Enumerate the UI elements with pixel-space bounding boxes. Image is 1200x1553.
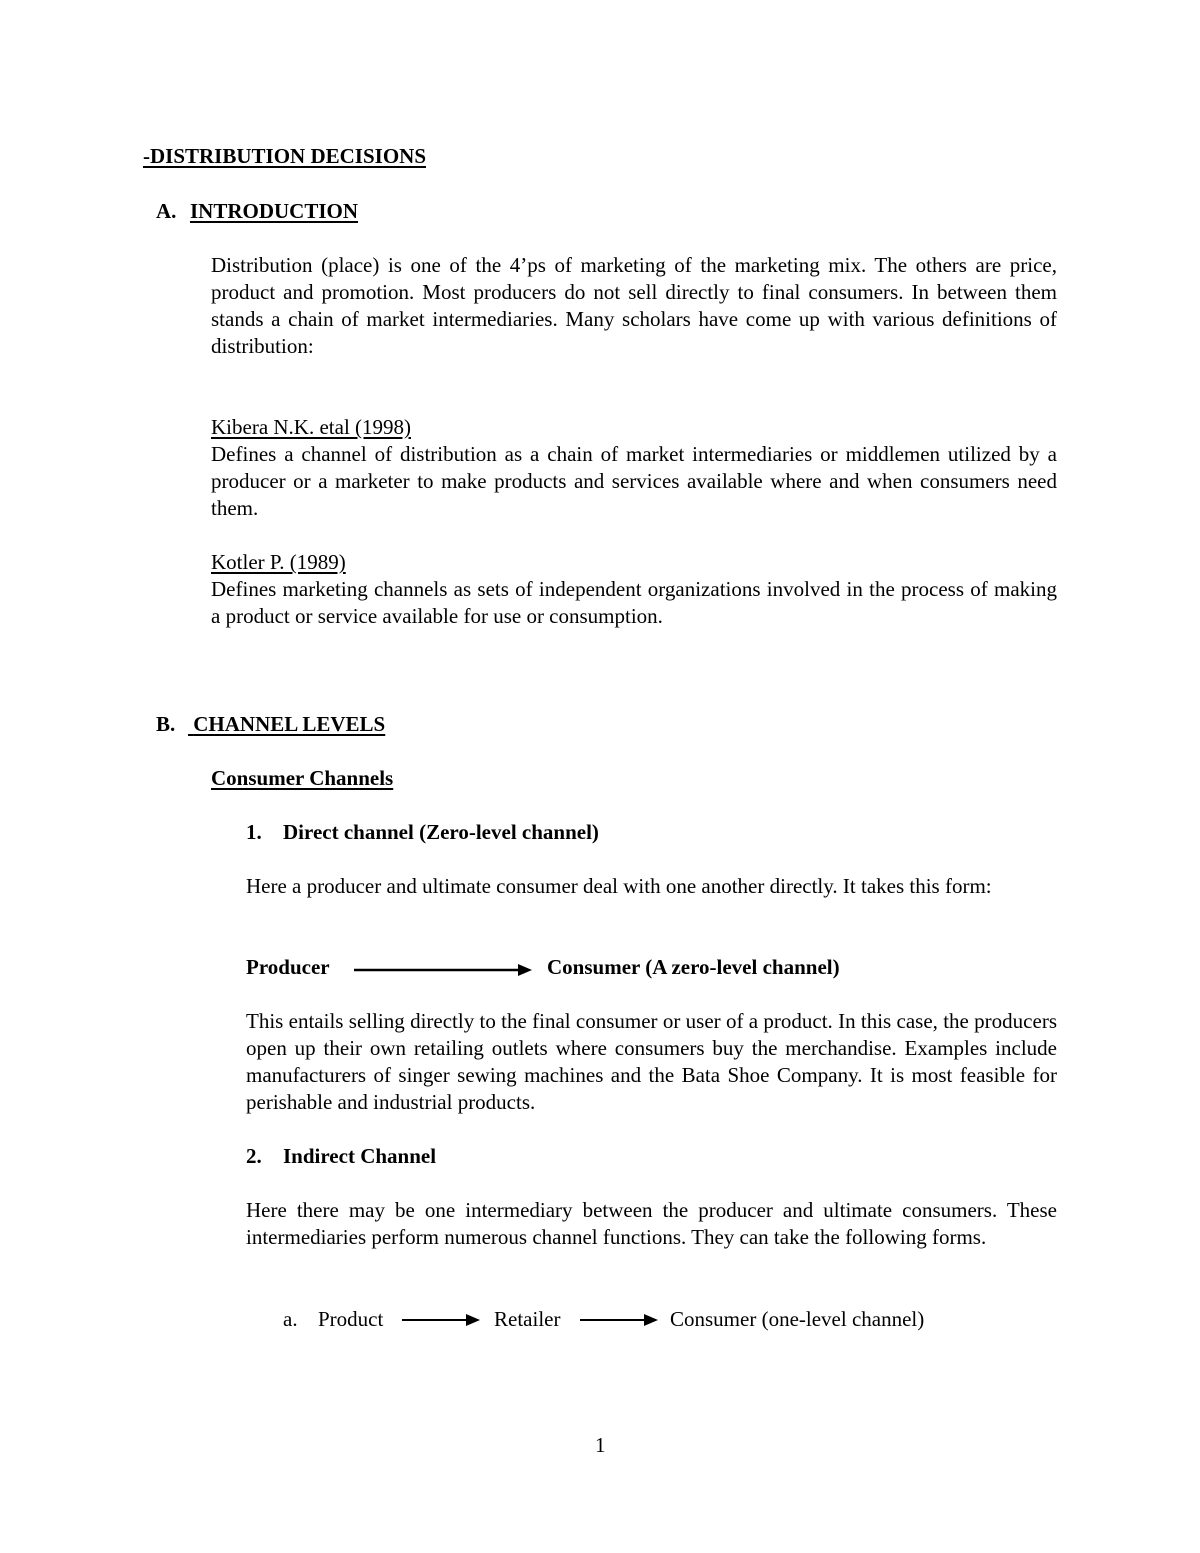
section-a-letter: A.: [156, 199, 177, 223]
document-title: -DISTRIBUTION DECISIONS: [143, 144, 426, 168]
section-b-heading: [188, 711, 385, 738]
item-1-number: 1.: [246, 820, 262, 844]
item-2-number: 2.: [246, 1144, 262, 1168]
definition-2-author: Kotler P. (1989): [211, 550, 346, 574]
item-1-description: Here a producer and ultimate consumer deal with one another directly. It takes this form:: [246, 874, 992, 898]
flow-producer: Producer: [246, 955, 330, 979]
definition-2-text: Defines marketing channels as sets of independent organizations involved in the process of making a product or service available for use or consumption.: [211, 577, 1057, 628]
flow-arrow-icon: [354, 962, 534, 978]
definition-1-author: Kibera N.K. etal (1998): [211, 415, 412, 439]
sub-a-label: a.: [283, 1307, 298, 1331]
sub-a-consumer: Consumer (one-level channel): [670, 1307, 925, 1331]
sub-a-product: Product: [318, 1307, 384, 1331]
item-1-explanation: This entails selling directly to the final consumer or user of a product. In this case, the producers open up their own retailing outlets where consumers buy the merchandise. Examples include manufacturers of singer sewing machines and the Bata Shoe Company. It is most feasible for perishable and industrial products.: [246, 1009, 1057, 1114]
page-number: 1: [595, 1433, 606, 1457]
section-b-letter: B.: [156, 712, 176, 736]
consumer-channels-subheading: Consumer Channels: [211, 766, 394, 790]
flow-consumer: Consumer (A zero-level channel): [547, 955, 840, 979]
sub-a-arrow-2-icon: [580, 1312, 660, 1328]
intro-paragraph: Distribution (place) is one of the 4’ps of marketing of the marketing mix. The others are price, product and promotion. Most producers do not sell directly to final consumers. In between them stands a chain of market intermediaries. Many scholars have come up with various definitions of distribution:: [211, 253, 1057, 358]
item-2-title: Indirect Channel: [283, 1144, 437, 1168]
section-b-heading-text: CHANNEL LEVELS: [193, 712, 386, 736]
definition-1-text: Defines a channel of distribution as a chain of market intermediaries or middlemen utilized by a producer or a marketer to make products and services available where and when consumers need them.: [211, 442, 1057, 520]
sub-a-retailer: Retailer: [494, 1307, 561, 1331]
item-2-description: Here there may be one intermediary between the producer and ultimate consumers. These intermediaries perform numerous channel functions. They can take the following forms.: [246, 1198, 1057, 1249]
item-1-title: Direct channel (Zero-level channel): [283, 820, 599, 844]
sub-a-arrow-1-icon: [402, 1312, 482, 1328]
section-a-heading: INTRODUCTION: [190, 199, 359, 223]
